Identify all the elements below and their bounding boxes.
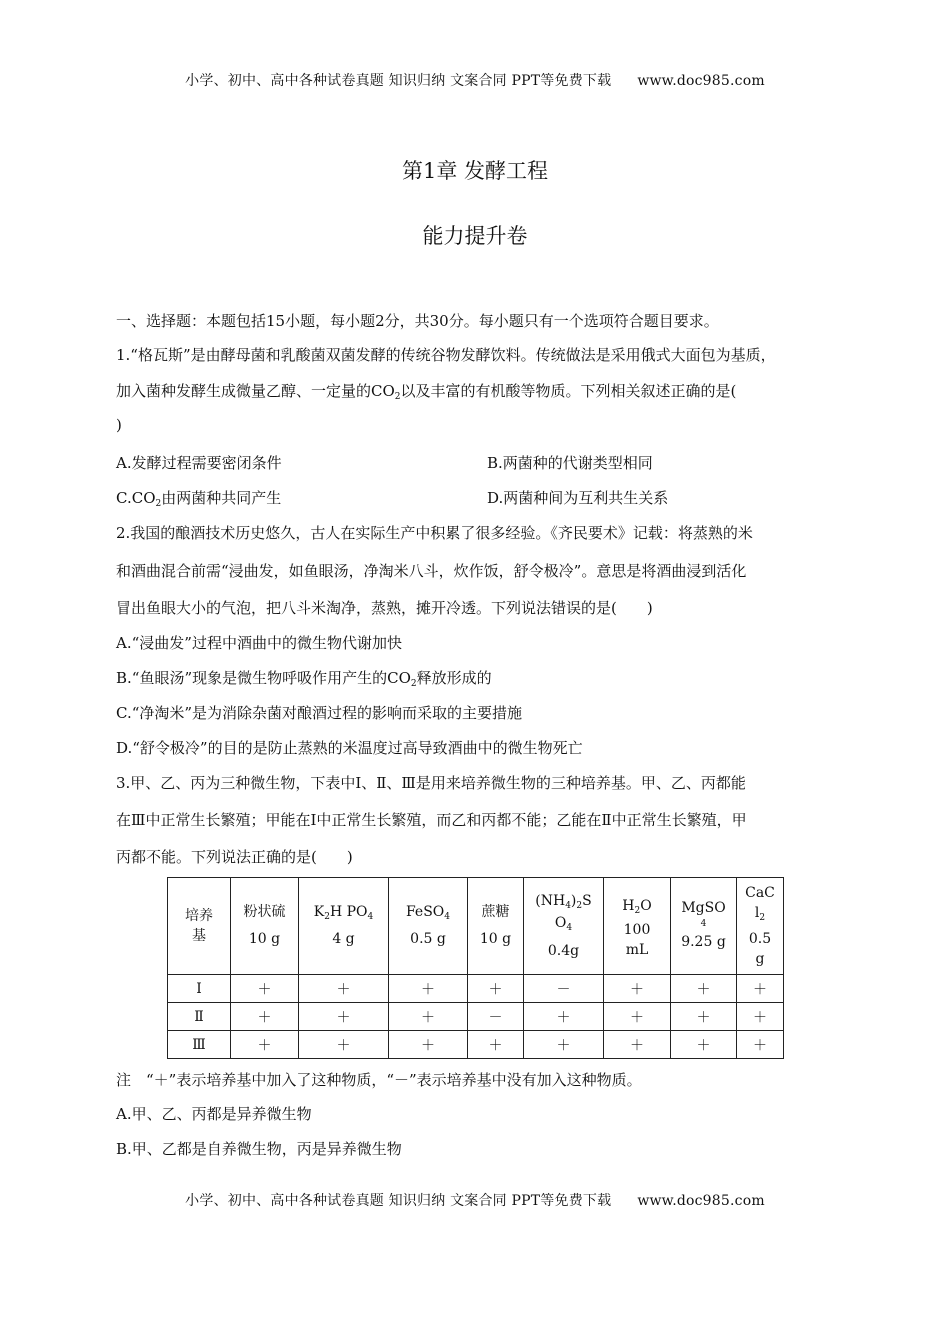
table-cell: ＋ <box>671 1003 737 1031</box>
header-nh4so4-p4: O <box>554 915 567 931</box>
header-k2hpo4-sub2: 4 <box>367 912 374 922</box>
header-medium-l2: 基 <box>192 928 206 944</box>
q1-option-c[interactable] <box>116 487 281 508</box>
header-nh4so4-s2: 2 <box>576 901 583 911</box>
header-banner <box>0 70 950 90</box>
header-water-unit: mL <box>625 941 649 958</box>
culture-medium-table <box>167 877 784 1059</box>
header-nh4so4-p1: (NH <box>535 893 566 909</box>
q2-option-b-b: 释放形成的 <box>416 669 492 687</box>
header-sucrose <box>468 878 524 975</box>
table-cell: ＋ <box>737 975 784 1003</box>
table-cell: ＋ <box>737 1031 784 1059</box>
header-cacl2-unit: g <box>755 951 765 967</box>
table-cell: ＋ <box>604 1003 671 1031</box>
header-site-link[interactable]: www.doc985.com <box>637 73 765 89</box>
q2-option-a[interactable]: A.“浸曲发”过程中酒曲中的微生物代谢加快 <box>116 634 402 652</box>
header-sucrose-amount: 10 g <box>479 931 512 947</box>
header-nh4so4-s1: 4 <box>565 901 571 911</box>
table-cell: ＋ <box>299 1003 389 1031</box>
header-water-sub: 2 <box>634 905 641 916</box>
header-mgso4-sub: 4 <box>700 918 707 929</box>
table-cell: ＋ <box>524 1003 604 1031</box>
header-k2hpo4-sub1: 2 <box>324 912 330 922</box>
header-cacl2-amount: 0.5 <box>748 931 772 947</box>
header-feso4-sub: 4 <box>444 912 451 922</box>
table-cell: ＋ <box>389 975 468 1003</box>
header-k2hpo4 <box>299 878 389 975</box>
table-cell: ＋ <box>737 1003 784 1031</box>
q3-stem-line1: 3.甲、乙、丙为三种微生物，下表中Ⅰ、Ⅱ、Ⅲ是用来培养微生物的三种培养基。甲、乙、丙都能 <box>116 774 746 792</box>
q2-option-b[interactable] <box>116 667 492 688</box>
header-water-name <box>604 893 670 920</box>
table-note: 注 “＋”表示培养基中加入了这种物质，“－”表示培养基中没有加入这种物质。 <box>116 1071 642 1089</box>
header-medium <box>168 878 231 975</box>
header-sulfur-name: 粉状硫 <box>243 904 286 920</box>
table-row <box>168 1031 784 1059</box>
header-mgso4-name: MgSO <box>681 899 726 916</box>
header-water-amount: 100 <box>623 921 651 938</box>
table-cell: － <box>524 975 604 1003</box>
q1-stem-line1: 1.“格瓦斯”是由酵母菌和乳酸菌双菌发酵的传统谷物发酵饮料。传统做法是采用俄式大面包为基质， <box>116 346 776 364</box>
table-cell: ＋ <box>231 1031 299 1059</box>
header-nh4so4-p3: S <box>582 893 592 909</box>
q1-option-c-subscript: 2 <box>155 499 162 509</box>
q2-stem-line1: 2.我国的酿酒技术历史悠久，古人在实际生产中积累了很多经验。《齐民要术》记载：将蒸熟的米 <box>116 524 753 542</box>
q1-stem-line2-a: 加入菌种发酵生成微量乙醇、一定量的CO <box>116 382 395 400</box>
q1-stem-line2-b: 以及丰富的有机酸等物质。下列相关叙述正确的是( <box>400 382 737 400</box>
header-feso4-part: FeSO <box>405 904 445 920</box>
header-nh4so4-name-l2 <box>524 912 603 934</box>
header-k2hpo4-part1: K <box>313 904 325 920</box>
footer-banner <box>0 1190 950 1210</box>
header-k2hpo4-part2: H PO <box>329 904 368 920</box>
header-k2hpo4-name <box>299 899 388 926</box>
table-header-row <box>168 878 784 975</box>
header-feso4-name <box>389 899 467 926</box>
header-nh4so4-name-l1 <box>524 890 603 912</box>
table-cell: ＋ <box>389 1031 468 1059</box>
table-cell: ＋ <box>231 975 299 1003</box>
q2-option-b-subscript: 2 <box>410 679 417 689</box>
q2-option-d[interactable]: D.“舒令极冷”的目的是防止蒸熟的米温度过高导致酒曲中的微生物死亡 <box>116 739 583 757</box>
q3-stem-line3: 丙都不能。下列说法正确的是( ) <box>116 848 353 866</box>
table-cell: ＋ <box>604 975 671 1003</box>
header-sulfur-amount: 10 g <box>248 931 281 947</box>
q1-option-a[interactable]: A.发酵过程需要密闭条件 <box>116 454 282 472</box>
header-mgso4 <box>671 878 737 975</box>
q3-option-b[interactable]: B.甲、乙都是自养微生物，丙是异养微生物 <box>116 1140 402 1158</box>
chapter-title: 第1章 发酵工程 <box>401 159 549 183</box>
q1-option-d[interactable]: D.两菌种间为互利共生关系 <box>487 489 669 507</box>
header-nh4so4-amount: 0.4g <box>547 943 580 959</box>
header-nh4so4 <box>524 878 604 975</box>
table-cell: ＋ <box>231 1003 299 1031</box>
table-cell: ＋ <box>604 1031 671 1059</box>
section-heading: 一、选择题：本题包括15小题，每小题2分，共30分。每小题只有一个选项符合题目要求。 <box>116 312 719 330</box>
header-banner-text: 小学、初中、高中各种试卷真题 知识归纳 文案合同 PPT等免费下载 <box>185 73 612 89</box>
q1-option-b[interactable]: B.两菌种的代谢类型相同 <box>487 454 653 472</box>
header-water <box>604 878 671 975</box>
q1-stem-line3: ) <box>116 416 122 434</box>
paper-subtitle: 能力提升卷 <box>422 224 528 248</box>
q2-stem-line2: 和酒曲混合前需“浸曲发，如鱼眼汤，净淘米八斗，炊作饭，舒令极冷”。意思是将酒曲浸到活化 <box>116 562 747 580</box>
row-medium-label: Ⅰ <box>168 975 231 1003</box>
row-medium-label: Ⅱ <box>168 1003 231 1031</box>
header-cacl2-name-l2 <box>737 903 783 923</box>
header-water-p1: H <box>622 897 635 914</box>
table-row <box>168 975 784 1003</box>
header-cacl2-name-l1: CaC <box>745 885 775 901</box>
header-cacl2-sub: 2 <box>759 913 766 923</box>
header-nh4so4-p2: ) <box>570 893 577 909</box>
header-nh4so4-s3: 4 <box>566 923 573 933</box>
q2-stem-line3: 冒出鱼眼大小的气泡，把八斗米淘净，蒸熟，摊开冷透。下列说法错误的是( ) <box>116 599 653 617</box>
table-cell: ＋ <box>299 1031 389 1059</box>
header-cacl2-p: l <box>754 905 760 921</box>
footer-banner-text: 小学、初中、高中各种试卷真题 知识归纳 文案合同 PPT等免费下载 <box>185 1193 612 1209</box>
row-medium-label: Ⅲ <box>168 1031 231 1059</box>
header-sulfur <box>231 878 299 975</box>
header-k2hpo4-amount: 4 g <box>332 931 355 947</box>
table-cell: － <box>468 1003 524 1031</box>
table-cell: ＋ <box>524 1031 604 1059</box>
header-mgso4-amount: 9.25 g <box>681 933 726 950</box>
table-cell: ＋ <box>468 975 524 1003</box>
footer-site-link[interactable]: www.doc985.com <box>637 1193 765 1209</box>
header-cacl2 <box>737 878 784 975</box>
q2-option-b-a: B.“鱼眼汤”现象是微生物呼吸作用产生的CO <box>116 669 411 687</box>
q3-option-a[interactable]: A.甲、乙、丙都是异养微生物 <box>116 1105 312 1123</box>
q1-option-c-a: C.CO <box>116 489 156 507</box>
q1-option-c-b: 由两菌种共同产生 <box>161 489 282 507</box>
header-sucrose-name: 蔗糖 <box>481 904 510 920</box>
table-cell: ＋ <box>389 1003 468 1031</box>
header-feso4 <box>389 878 468 975</box>
table-row <box>168 1003 784 1031</box>
header-medium-l1: 培养 <box>185 908 213 924</box>
table-cell: ＋ <box>671 1031 737 1059</box>
q2-option-c[interactable]: C.“净淘米”是为消除杂菌对酿酒过程的影响而采取的主要措施 <box>116 704 523 722</box>
q1-subscript: 2 <box>394 392 401 402</box>
q1-stem-line2 <box>116 380 736 401</box>
q3-stem-line2: 在Ⅲ中正常生长繁殖；甲能在Ⅰ中正常生长繁殖，而乙和丙都不能；乙能在Ⅱ中正常生长繁殖，甲 <box>116 811 747 829</box>
header-feso4-amount: 0.5 g <box>410 931 446 947</box>
table-cell: ＋ <box>468 1031 524 1059</box>
header-water-p2: O <box>640 897 652 914</box>
table-cell: ＋ <box>671 975 737 1003</box>
table-cell: ＋ <box>299 975 389 1003</box>
